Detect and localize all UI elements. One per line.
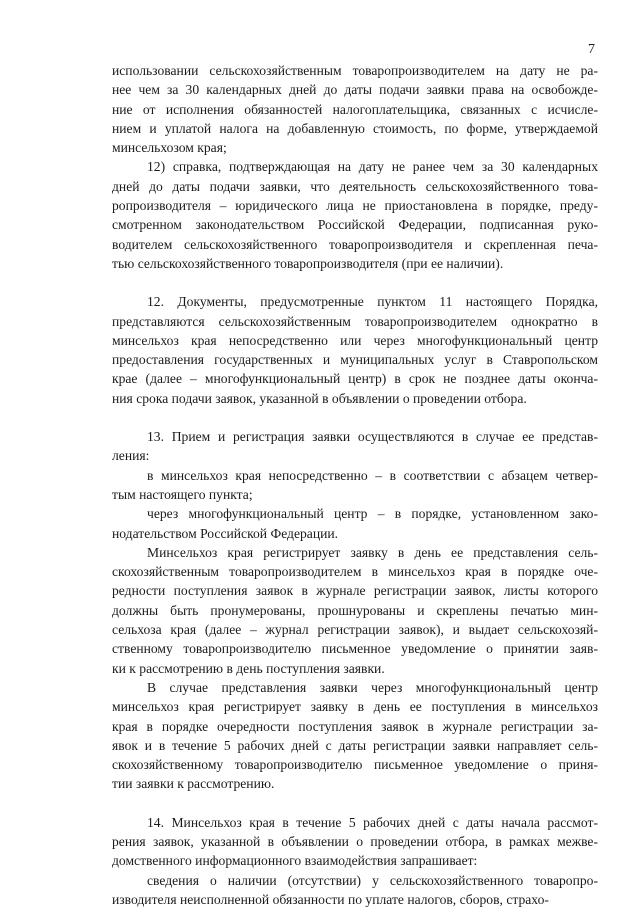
text-line: представляются сельскохозяйственным товаропроизводителем однократно в [112,313,598,329]
text-line: скохозяйственному товаропроизводителю письменное уведомление о приня- [112,757,598,773]
paragraph-gap [112,408,598,427]
text-line: 13. Прием и регистрация заявки осуществляются в случае ее представ- [147,429,598,445]
text-line: в минсельхоз края непосредственно – в соответствии с абзацем четвер- [147,467,598,483]
text-line: ние от исполнения обязанностей налогоплательщика, связанных с исчисле- [112,101,598,117]
paragraph [112,466,598,505]
text-line: 12. Документы, предусмотренные пунктом 11 настоящего Порядка, [147,294,598,310]
text-line: края в порядке очередности поступления заявок в журнале регистрации за- [112,718,598,734]
paragraph [112,813,598,871]
text-line: минсельхозом края; [112,140,227,156]
paragraph [112,504,598,543]
text-line: явок и в течение 5 рабочих дней с даты регистрации заявки направляет сель- [112,737,598,753]
text-line: 12) справка, подтверждающая на дату не ранее чем за 30 календарных [147,159,598,175]
paragraph [112,61,598,157]
text-line: сведения о наличии (отсутствии) у сельскохозяйственного товаропро- [147,872,598,888]
text-line: сельхоза края (далее – журнал регистрации заявок), и выдает сельскохозяй- [112,622,598,638]
text-line: В случае представления заявки через многофункциональный центр [147,679,598,695]
text-line: минсельхоз края регистрирует заявку в день ее поступления в минсельхоз [112,699,598,715]
text-line: минсельхоз края непосредственно или через многофункциональный центр [112,332,598,348]
text-line: нее чем за 30 календарных дней до даты подачи заявки права на освобожде- [112,82,598,98]
text-line: должны быть пронумерованы, прошнурованы и скреплены печатью мин- [112,602,598,618]
text-line: смотренном законодательством Российской Федерации, подписанная руко- [112,217,598,233]
text-line: дней до даты подачи заявки, что деятельность сельскохозяйственного това- [112,178,598,194]
text-line: водителем сельскохозяйственного товаропроизводителя и скрепленная печа- [112,236,598,252]
text-line: Минсельхоз края регистрирует заявку в день ее представления сель- [147,544,598,560]
text-line: ропроизводителя – юридического лица не приостановлена в порядке, преду- [112,198,598,214]
paragraph [112,292,598,408]
text-line: использовании сельскохозяйственным товаропроизводителем на дату не ра- [112,63,598,78]
text-line: нодательством Российской Федерации. [112,525,339,541]
document-body [112,61,598,909]
paragraph [112,871,598,909]
text-line: рения заявок, указанной в объявлении о проведении отбора, в рамках межве- [112,833,598,849]
paragraph [112,678,598,794]
text-line: предоставления государственных и муниципальных услуг в Ставропольском [112,352,598,368]
text-line: ления: [112,448,150,464]
paragraph [112,427,598,466]
text-line: 14. Минсельхоз края в течение 5 рабочих дней с даты начала рассмот- [147,814,598,830]
text-line: тым настоящего пункта; [112,486,253,502]
paragraph-gap [112,794,598,813]
text-line: редности поступления заявок в журнале регистрации заявок, листы которого [112,583,598,599]
paragraph [112,157,598,273]
text-line: ния срока подачи заявок, указанной в объявлении о проведении отбора. [112,390,527,406]
text-line: тии заявки к рассмотрению. [112,776,275,792]
paragraph [112,543,598,678]
text-line: тью сельскохозяйственного товаропроизводителя (при ее наличии). [112,255,504,271]
text-line: через многофункциональный центр – в порядке, установленном зако- [147,506,598,522]
paragraph-gap [112,273,598,292]
text-line: ки к рассмотрению в день поступления заявки. [112,660,385,676]
text-line: домственного информационного взаимодействия запрашивает: [112,853,478,869]
text-line: скохозяйственным товаропроизводителем в минсельхоз края в порядке оче- [112,564,598,580]
page-number: 7 [588,42,595,57]
text-line: ственному товаропроизводителю письменное уведомление о принятии заяв- [112,641,598,657]
text-line: изводителя неисполненной обязанности по уплате налогов, сборов, страхо- [112,891,549,907]
text-line: крае (далее – многофункциональный центр) в срок не позднее даты оконча- [112,371,598,387]
text-line: нием и уплатой налога на добавленную стоимость, по форме, утверждаемой [112,120,598,136]
